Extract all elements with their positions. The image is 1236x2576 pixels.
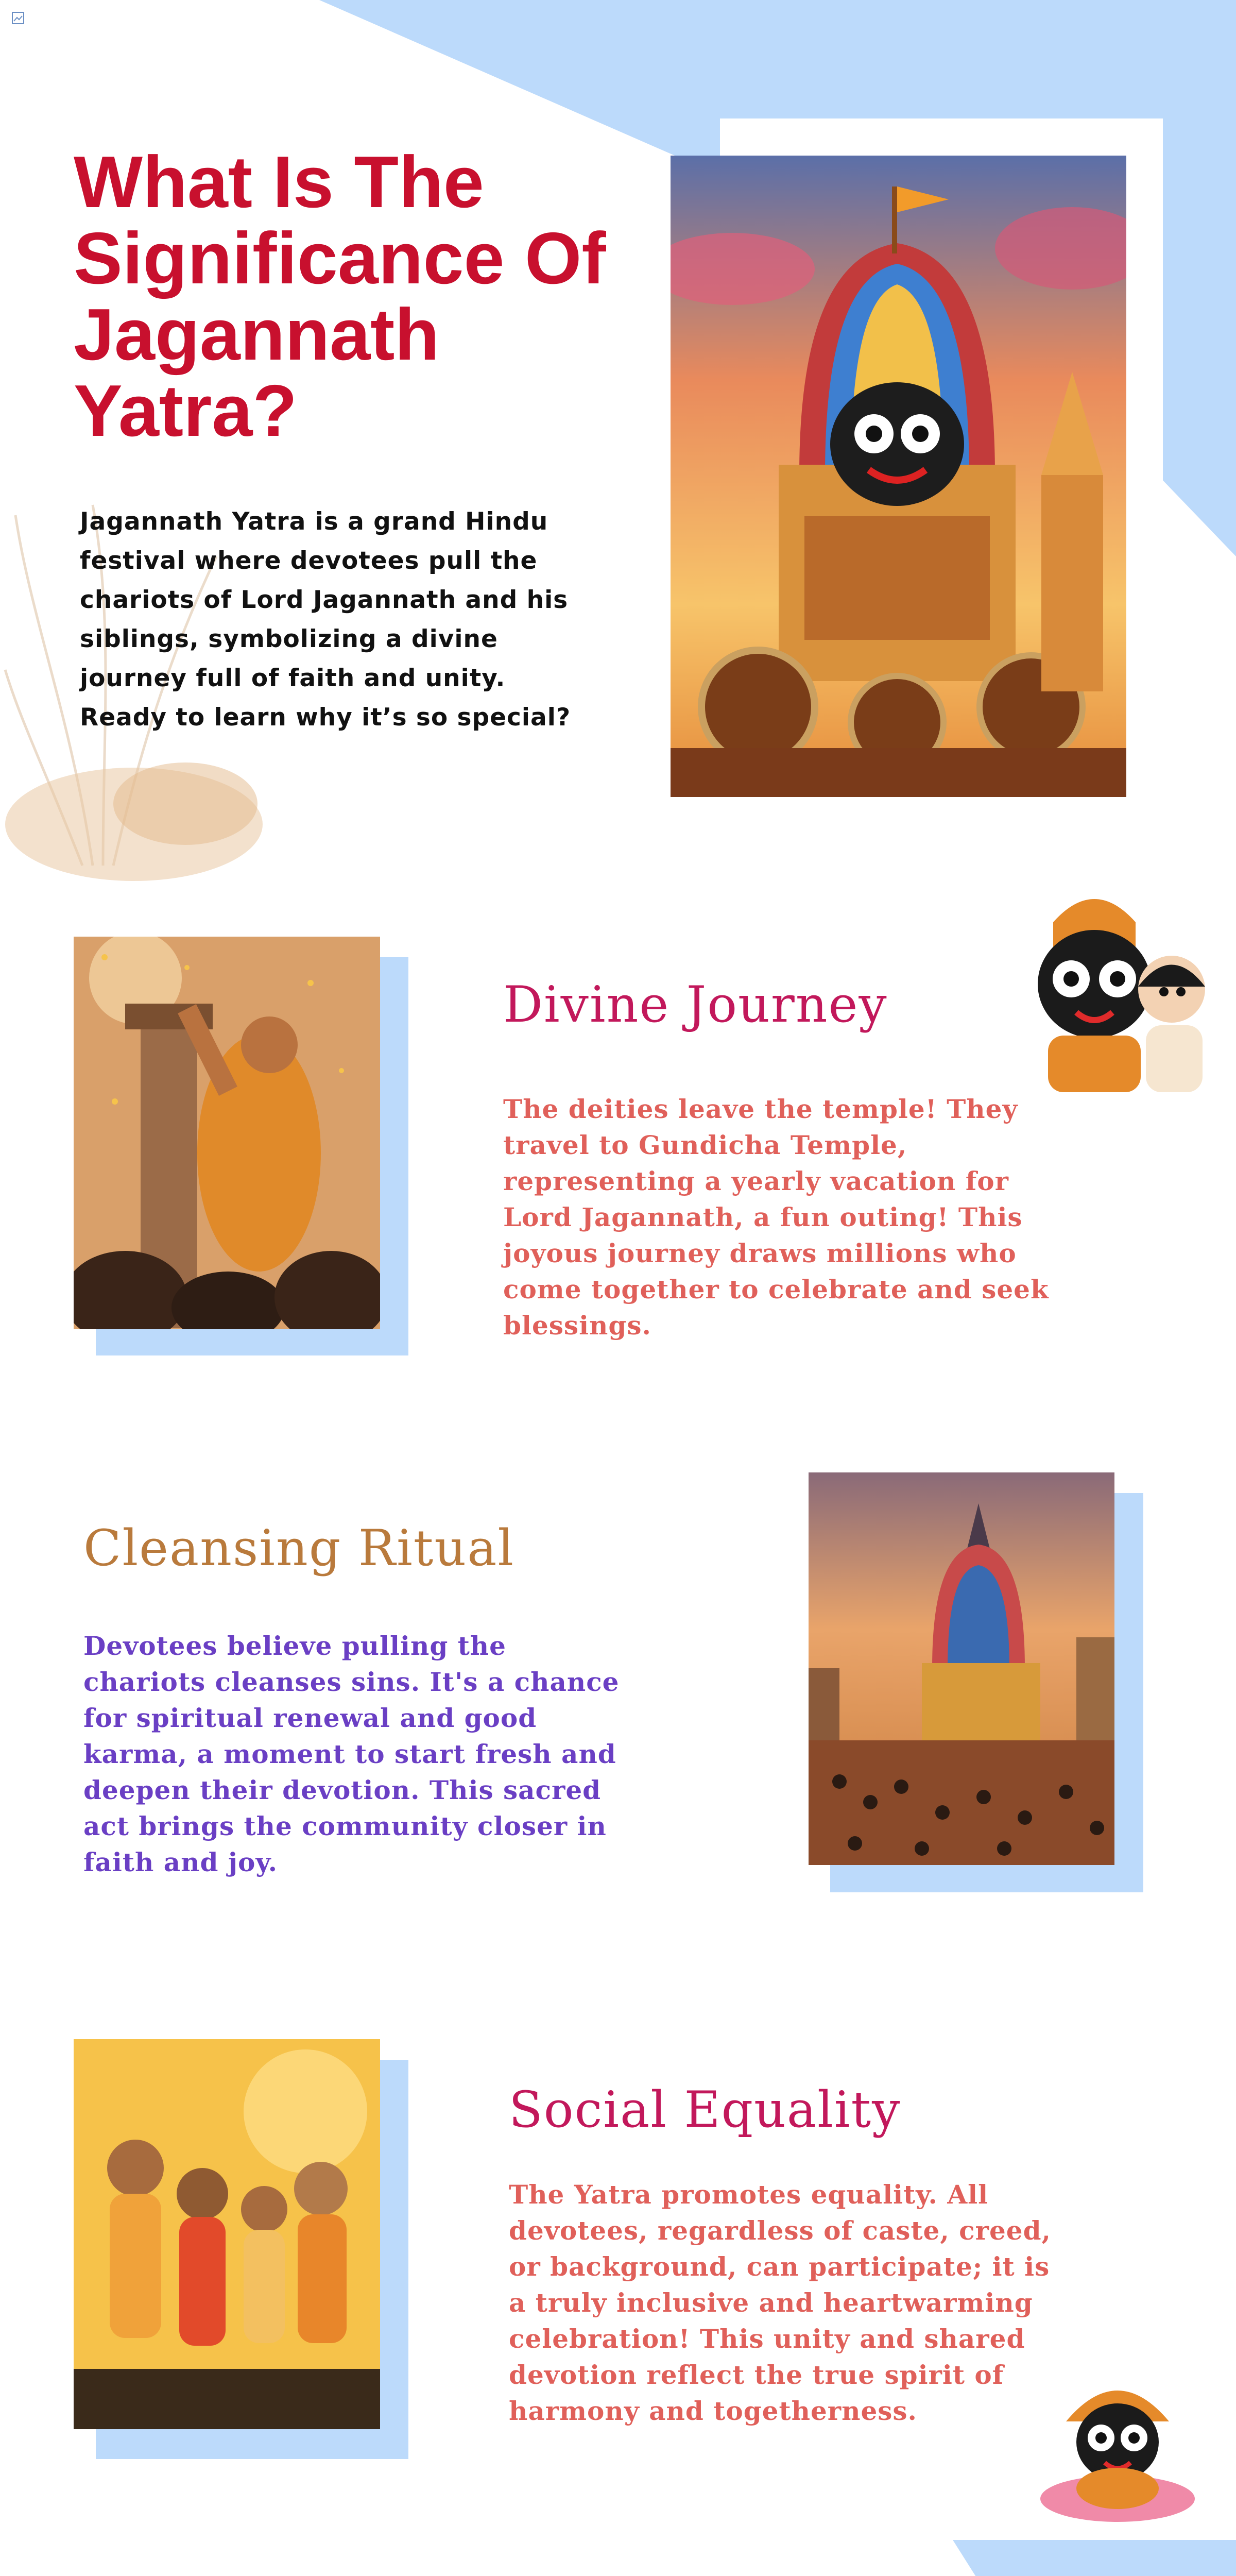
section-text-divine-journey	[503, 1091, 1147, 1344]
section-heading-divine-journey: Divine Journey	[503, 976, 888, 1033]
page-title	[74, 141, 640, 452]
text-line: faith and joy.	[83, 1847, 278, 1877]
page-title-line: Jagannath	[74, 294, 440, 376]
intro-line: chariots of Lord Jagannath and his	[80, 586, 569, 614]
text-line: joyous journey draws millions who	[503, 1238, 1017, 1268]
chariot-procession-image	[809, 1472, 1114, 1865]
text-line: come together to celebrate and seek	[503, 1274, 1049, 1304]
intro-line: Ready to learn why it’s so special?	[80, 703, 571, 732]
text-line: harmony and togetherness.	[509, 2396, 917, 2426]
page-title-line: Significance Of	[74, 217, 606, 299]
text-line: Devotees believe pulling the	[83, 1631, 506, 1661]
section-heading-social-equality: Social Equality	[509, 2081, 901, 2139]
text-line: a truly inclusive and heartwarming	[509, 2287, 1033, 2318]
text-line: deepen their devotion. This sacred	[83, 1775, 602, 1805]
text-line: or background, can participate; it is	[509, 2251, 1050, 2282]
children-celebrating-image	[74, 2039, 380, 2429]
text-line: act brings the community closer in	[83, 1811, 607, 1841]
page-title-line: What Is The	[74, 141, 484, 223]
text-line: chariots cleanses sins. It's a chance	[83, 1667, 620, 1697]
page-title-line: Yatra?	[74, 370, 298, 452]
jagannath-lotus-illustration	[1035, 2360, 1200, 2524]
text-line: celebration! This unity and shared	[509, 2324, 1025, 2354]
broken-image-icon	[11, 11, 25, 25]
intro-line: siblings, symbolizing a divine	[80, 625, 498, 653]
pillar-devotee-image	[74, 937, 380, 1329]
intro-paragraph	[80, 502, 595, 737]
text-line: The Yatra promotes equality. All	[509, 2179, 989, 2210]
text-line: The deities leave the temple! They	[503, 1094, 1018, 1124]
section-heading-cleansing-ritual: Cleansing Ritual	[83, 1519, 515, 1577]
intro-line: festival where devotees pull the	[80, 547, 538, 575]
intro-line: journey full of faith and unity.	[80, 664, 506, 692]
text-line: for spiritual renewal and good	[83, 1703, 537, 1733]
text-line: karma, a moment to start fresh and	[83, 1739, 616, 1769]
text-line: devotees, regardless of caste, creed,	[509, 2215, 1051, 2246]
jagannath-siblings-illustration	[1017, 886, 1218, 1097]
text-line: Lord Jagannath, a fun outing! This	[503, 1202, 1023, 1232]
jagannath-chariot-image	[671, 156, 1126, 797]
text-line: representing a yearly vacation for	[503, 1166, 1009, 1196]
text-line: devotion reflect the true spirit of	[509, 2360, 1004, 2390]
text-line: blessings.	[503, 1310, 651, 1341]
text-line: travel to Gundicha Temple,	[503, 1130, 907, 1160]
intro-line: Jagannath Yatra is a grand Hindu	[80, 507, 548, 536]
section-text-cleansing-ritual	[83, 1628, 727, 1880]
